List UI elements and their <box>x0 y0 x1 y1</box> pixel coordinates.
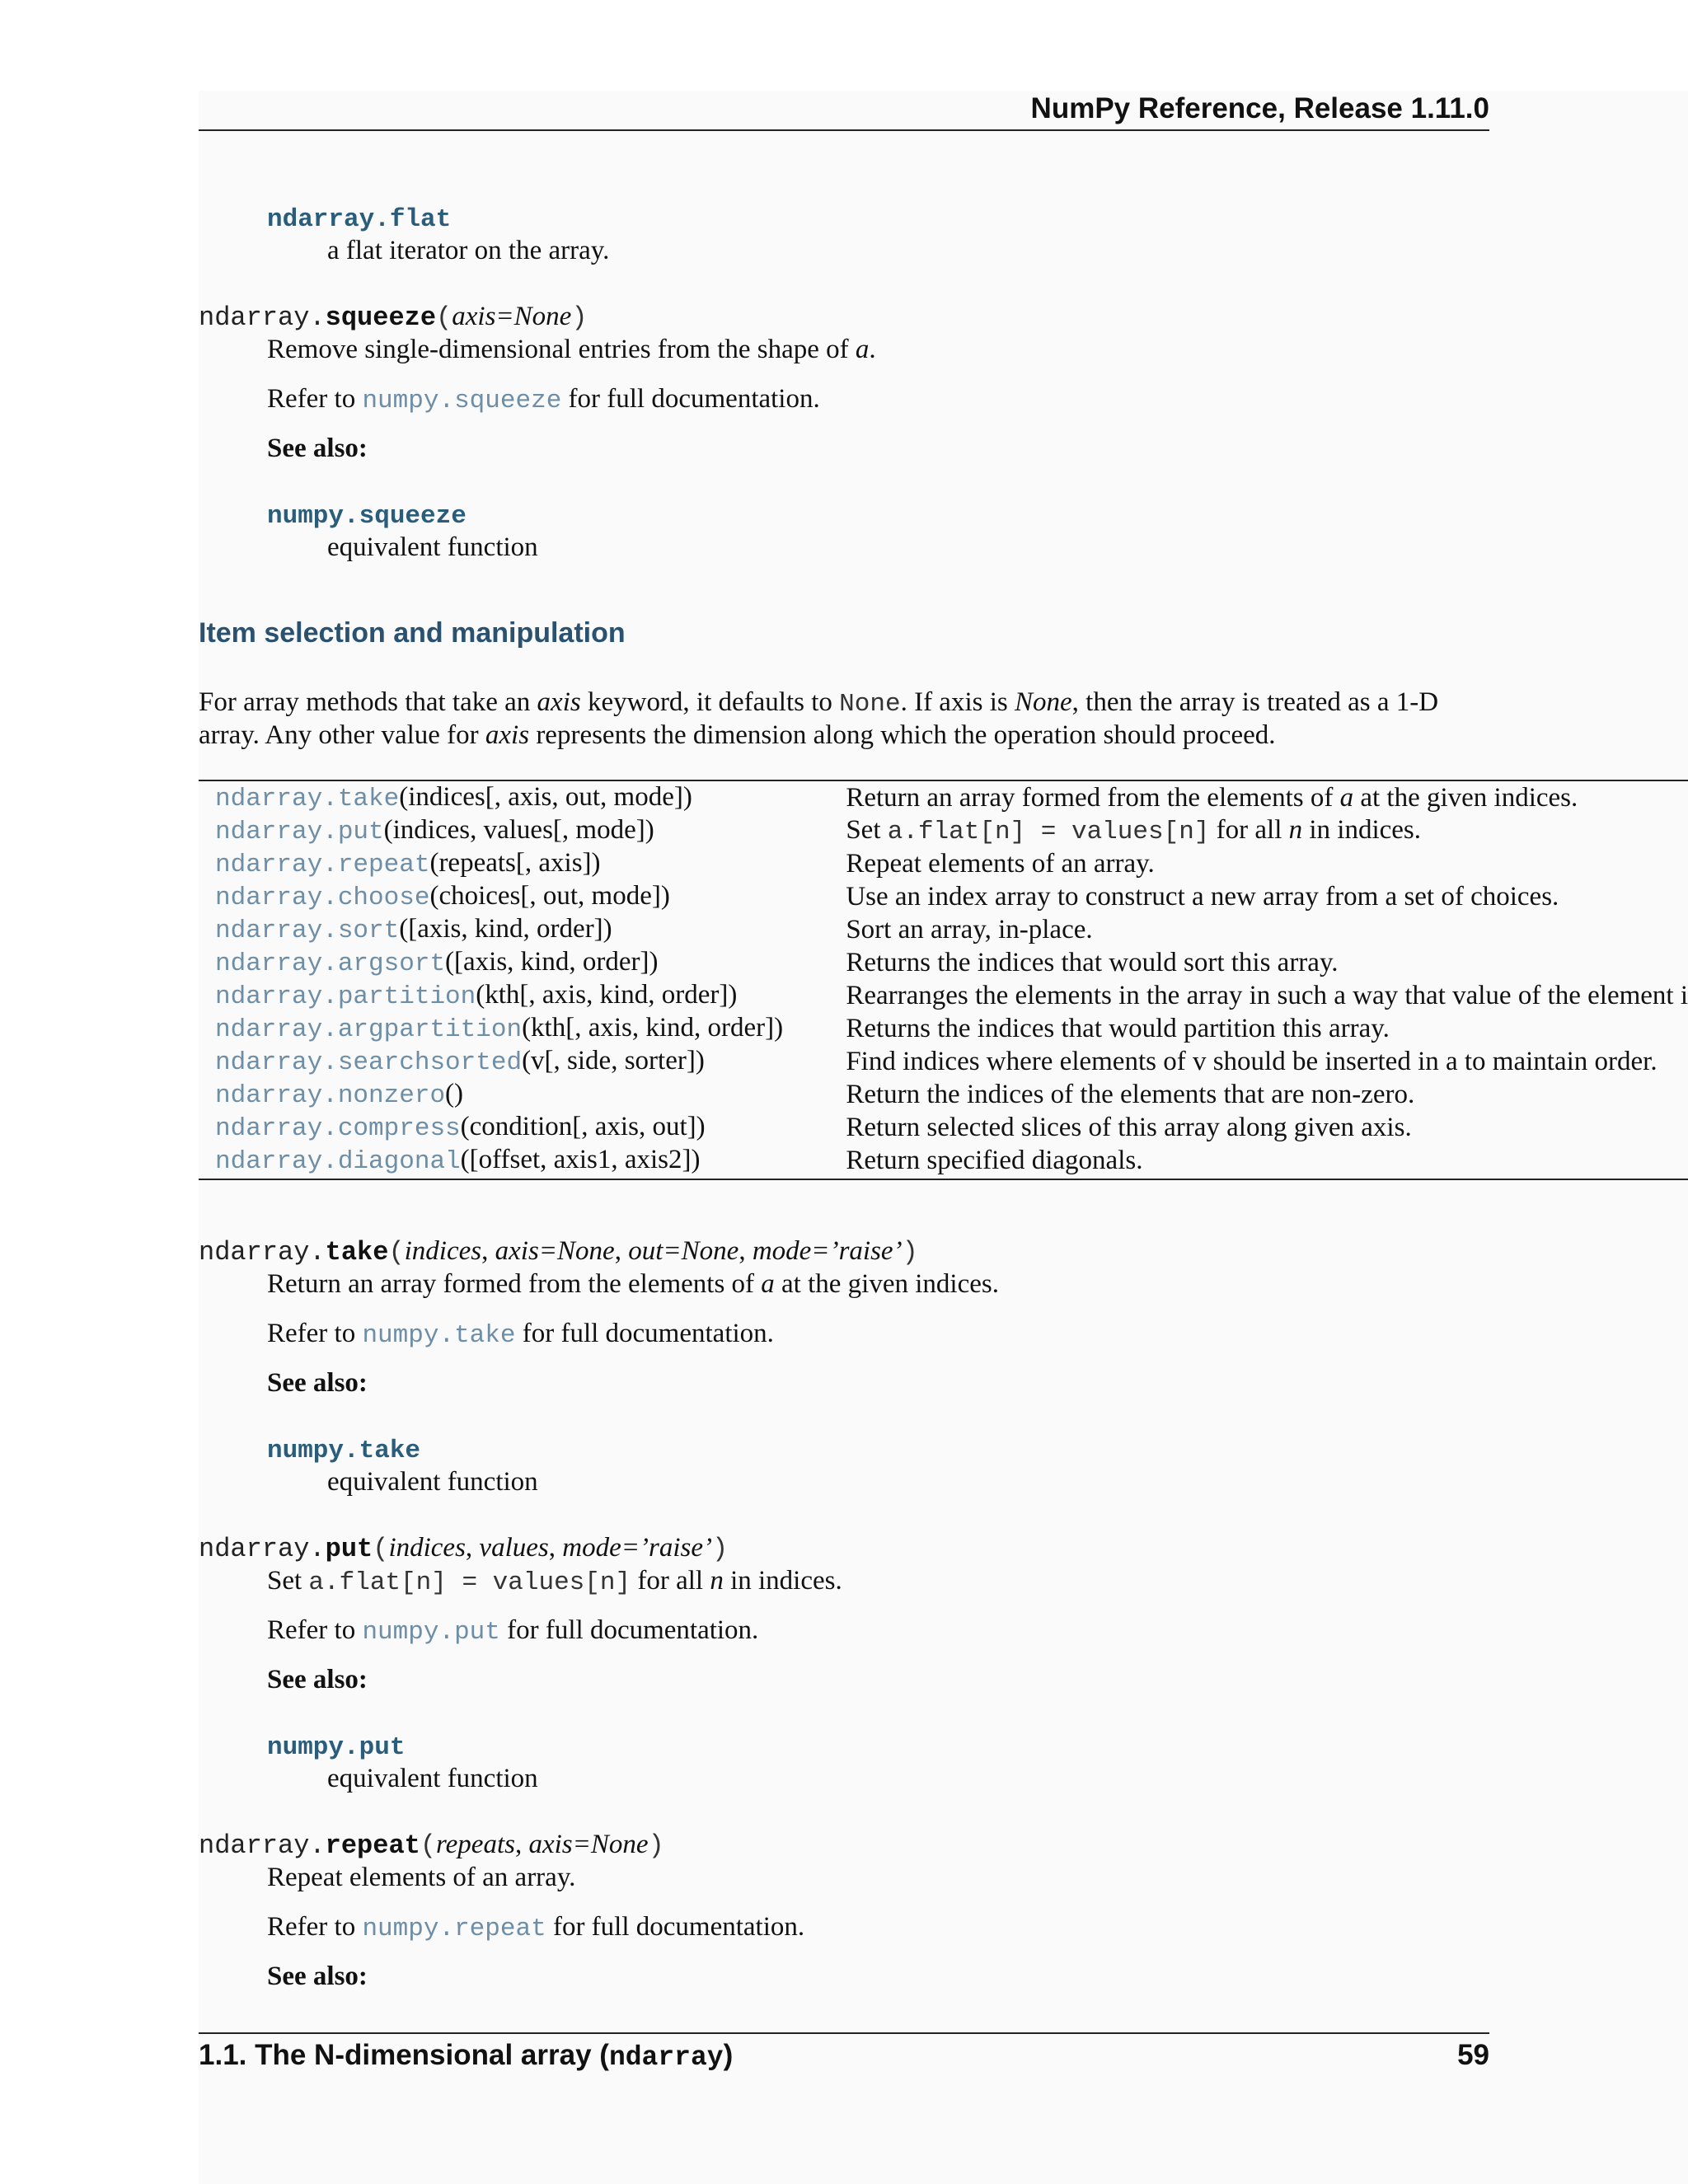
put-name: put <box>325 1534 373 1564</box>
method-link[interactable]: ndarray.searchsorted <box>215 1048 523 1077</box>
repeat-name: repeat <box>325 1830 420 1861</box>
description-cell: Use an index array to construct a new array from a set of choices. <box>846 881 1559 912</box>
description-cell: Repeat elements of an array. <box>846 848 1155 879</box>
method-cell <box>199 880 846 913</box>
description-cell: Returns the indices that would partition this array. <box>846 1013 1390 1043</box>
table-row <box>199 847 1688 880</box>
put-refer: Refer to numpy.put for full documentation. <box>267 1615 759 1647</box>
table-row <box>199 1144 1688 1177</box>
method-cell <box>199 781 846 814</box>
flat-desc: a flat iterator on the array. <box>327 236 610 265</box>
take-refer: Refer to numpy.take for full documentation. <box>267 1319 774 1350</box>
method-args: (choices[, out, mode]) <box>429 881 670 911</box>
header-rule <box>199 129 1489 131</box>
squeeze-see-also-entry <box>267 498 467 533</box>
method-args: (v[, side, sorter]) <box>522 1046 705 1076</box>
repeat-signature: ndarray.repeat(repeats, axis=None) <box>199 1830 664 1861</box>
squeeze-summary: Remove single-dimensional entries from the shape of a. <box>267 335 876 364</box>
method-args: ([axis, kind, order]) <box>445 947 659 977</box>
method-link[interactable]: ndarray.nonzero <box>215 1081 446 1110</box>
take-refer-link[interactable]: numpy.take <box>362 1321 516 1350</box>
method-link[interactable]: ndarray.diagonal <box>215 1147 461 1176</box>
squeeze-refer-link[interactable]: numpy.squeeze <box>362 387 562 415</box>
method-link[interactable]: ndarray.argpartition <box>215 1015 523 1044</box>
method-cell <box>199 913 846 946</box>
method-cell <box>199 1045 846 1078</box>
method-args: (kth[, axis, kind, order]) <box>522 1013 784 1043</box>
description-cell: Sort an array, in-place. <box>846 914 1093 944</box>
method-cell <box>199 814 846 847</box>
method-link[interactable]: ndarray.put <box>215 818 384 846</box>
description-cell: Rearranges the elements in the array in such a way that value of the element i <box>846 980 1688 1010</box>
page-number: 59 <box>1457 2039 1489 2071</box>
method-cell <box>199 946 846 979</box>
method-cell <box>199 1144 846 1177</box>
section-intro-line1: For array methods that take an axis keyword, it defaults to None. If axis is None, then the array is treated as a 1-D <box>199 687 1439 719</box>
method-args: (kth[, axis, kind, order]) <box>476 980 738 1010</box>
table-row <box>199 880 1688 913</box>
method-link[interactable]: ndarray.partition <box>215 982 476 1011</box>
method-args: (repeats[, axis]) <box>429 848 601 878</box>
squeeze-signature: ndarray.squeeze(axis=None) <box>199 302 588 333</box>
method-cell <box>199 847 846 880</box>
method-args: ([axis, kind, order]) <box>399 914 612 944</box>
put-see-also-entry <box>267 1729 405 1765</box>
table-row <box>199 814 1688 847</box>
take-name: take <box>325 1237 389 1268</box>
method-summary-table <box>199 781 1688 1177</box>
take-see-also: See also: <box>267 1368 368 1398</box>
description-cell: Set a.flat[n] = values[n] for all n in indices. <box>846 815 1422 846</box>
method-cell <box>199 1078 846 1111</box>
method-cell <box>199 1111 846 1144</box>
description-cell: Returns the indices that would sort this array. <box>846 947 1339 977</box>
put-signature: ndarray.put(indices, values, mode=’raise’) <box>199 1533 729 1564</box>
table-row <box>199 1012 1688 1045</box>
table-row <box>199 1045 1688 1078</box>
method-link[interactable]: ndarray.choose <box>215 883 430 912</box>
repeat-summary: Repeat elements of an array. <box>267 1863 576 1892</box>
description-cell: Return an array formed from the elements of a at the given indices. <box>846 782 1578 813</box>
method-args: ([offset, axis1, axis2]) <box>460 1145 701 1174</box>
table-row <box>199 1111 1688 1144</box>
method-args: (indices, values[, mode]) <box>383 815 654 845</box>
table-row <box>199 979 1688 1012</box>
squeeze-see-also-desc: equivalent function <box>327 532 538 562</box>
method-link[interactable]: ndarray.repeat <box>215 851 430 879</box>
flat-entry <box>267 201 451 237</box>
description-cell: Find indices where elements of v should be inserted in a to maintain order. <box>846 1046 1658 1076</box>
table-row <box>199 946 1688 979</box>
put-see-also: See also: <box>267 1665 368 1694</box>
section-intro-line2: array. Any other value for axis represents the dimension along which the operation should proceed. <box>199 720 1276 750</box>
method-cell <box>199 1012 846 1045</box>
squeeze-see-also: See also: <box>267 434 368 463</box>
take-signature: ndarray.take(indices, axis=None, out=None, mode=’raise’) <box>199 1236 918 1268</box>
method-args: (indices[, axis, out, mode]) <box>399 782 692 812</box>
method-link[interactable]: ndarray.argsort <box>215 949 446 978</box>
section-title: Item selection and manipulation <box>199 617 626 649</box>
table-row <box>199 1078 1688 1111</box>
description-cell: Return specified diagonals. <box>846 1145 1143 1175</box>
put-see-also-desc: equivalent function <box>327 1764 538 1793</box>
repeat-refer-link[interactable]: numpy.repeat <box>362 1915 546 1943</box>
flat-link[interactable]: ndarray.flat <box>267 205 452 234</box>
method-args: () <box>445 1079 464 1108</box>
put-see-also-link[interactable]: numpy.put <box>267 1733 406 1762</box>
take-see-also-desc: equivalent function <box>327 1467 538 1497</box>
description-cell: Return selected slices of this array along given axis. <box>846 1112 1412 1142</box>
table-row <box>199 781 1688 814</box>
put-summary: Set a.flat[n] = values[n] for all n in indices. <box>267 1566 842 1597</box>
table-bottom-rule <box>199 1179 1688 1180</box>
method-link[interactable]: ndarray.compress <box>215 1114 461 1143</box>
description-cell: Return the indices of the elements that are non-zero. <box>846 1079 1415 1109</box>
running-header: NumPy Reference, Release 1.11.0 <box>1030 92 1489 124</box>
take-see-also-entry <box>267 1432 420 1468</box>
repeat-see-also: See also: <box>267 1961 368 1991</box>
method-link[interactable]: ndarray.sort <box>215 916 400 945</box>
take-see-also-link[interactable]: numpy.take <box>267 1436 421 1465</box>
repeat-refer: Refer to numpy.repeat for full documentation. <box>267 1912 805 1943</box>
squeeze-refer: Refer to numpy.squeeze for full documentation. <box>267 384 820 415</box>
take-summary: Return an array formed from the elements of a at the given indices. <box>267 1269 999 1299</box>
squeeze-see-also-link[interactable]: numpy.squeeze <box>267 502 467 531</box>
put-refer-link[interactable]: numpy.put <box>362 1618 500 1647</box>
footer-section: 1.1. The N-dimensional array (ndarray) <box>199 2039 734 2073</box>
method-link[interactable]: ndarray.take <box>215 785 400 813</box>
method-args: (condition[, axis, out]) <box>460 1112 706 1141</box>
method-cell <box>199 979 846 1012</box>
squeeze-name: squeeze <box>325 302 437 333</box>
table-row <box>199 913 1688 946</box>
footer-rule <box>199 2032 1489 2034</box>
